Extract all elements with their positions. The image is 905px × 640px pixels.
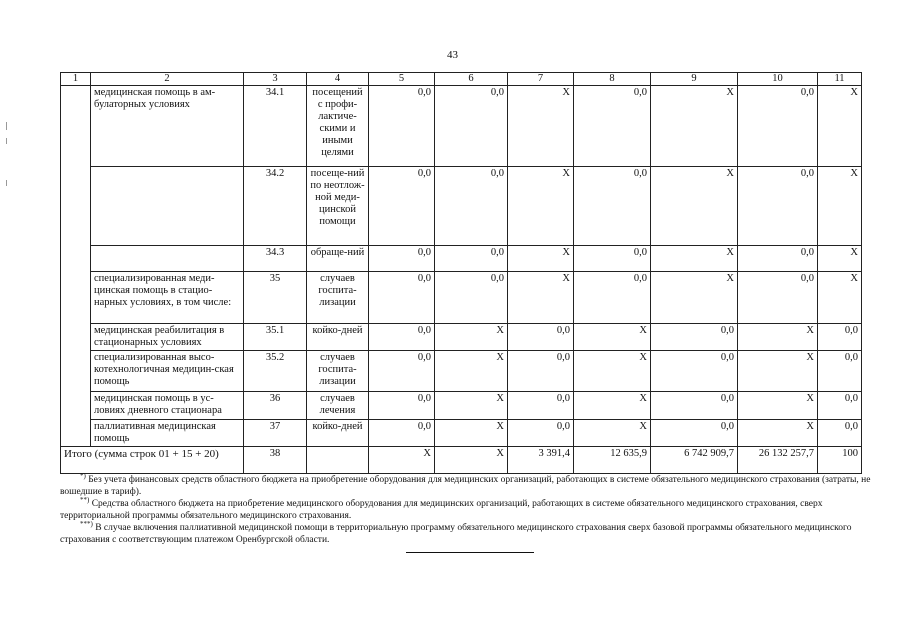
total-row [61,447,862,474]
value-cell: 0,0 [818,392,862,420]
blank-cell [61,246,91,272]
footnote-mark: ***) [80,519,93,528]
value-cell: 0,0 [508,324,574,351]
value-cell: X [574,351,651,392]
total-label: Итого (сумма строк 01 + 15 + 20) [61,447,244,474]
table-row [61,86,862,167]
closing-rule [406,552,534,553]
blank-cell [61,86,91,167]
header-cell: 8 [574,73,651,86]
value-cell: 0,0 [574,167,651,246]
value-cell: 0,0 [574,86,651,167]
header-cell: 4 [307,73,369,86]
value-cell: 0,0 [651,351,738,392]
margin-mark [6,138,7,144]
value-cell: 0,0 [818,420,862,447]
value-cell: 0,0 [818,324,862,351]
value-cell: 0,0 [818,351,862,392]
value-cell: 0,0 [369,272,435,324]
value-cell: 0,0 [651,324,738,351]
row-name: медицинская помощь в ам-булаторных условиях [91,86,244,167]
margin-mark [6,180,7,186]
row-name: специализированная меди-цинская помощь в стацио-нарных условиях, в том числе: [91,272,244,324]
value-cell: X [435,447,508,474]
value-cell: X [508,272,574,324]
blank-cell [61,272,91,324]
value-cell: X [435,324,508,351]
header-cell: 11 [818,73,862,86]
value-cell: X [738,324,818,351]
value-cell: X [651,272,738,324]
header-cell: 9 [651,73,738,86]
value-cell: X [818,167,862,246]
table-row [61,167,862,246]
row-code: 35.1 [244,324,307,351]
value-cell: X [574,392,651,420]
value-cell: 0,0 [369,86,435,167]
footnotes [60,471,892,546]
value-cell: 0,0 [435,272,508,324]
value-cell: X [651,246,738,272]
row-name: медицинская помощь в ус-ловиях дневного стационара [91,392,244,420]
margin-mark [6,122,7,130]
value-cell: 26 132 257,7 [738,447,818,474]
blank-cell [61,324,91,351]
table-row [61,324,862,351]
value-cell: 0,0 [369,246,435,272]
value-cell: 0,0 [738,86,818,167]
blank-cell [61,392,91,420]
row-unit: обраще-ний [307,246,369,272]
value-cell: 0,0 [508,351,574,392]
value-cell: 100 [818,447,862,474]
value-cell: X [574,420,651,447]
row-unit: койко-дней [307,324,369,351]
row-unit: посеще-ний по неотлож-ной меди-цинской помощи [307,167,369,246]
value-cell: 0,0 [369,392,435,420]
table-row [61,272,862,324]
value-cell: X [508,167,574,246]
value-cell: 0,0 [574,246,651,272]
value-cell: 0,0 [651,392,738,420]
row-code: 35 [244,272,307,324]
value-cell: 0,0 [508,420,574,447]
value-cell: 0,0 [738,167,818,246]
value-cell: X [369,447,435,474]
blank-cell [61,167,91,246]
footnote [60,495,892,522]
value-cell: X [818,86,862,167]
value-cell: X [738,392,818,420]
row-unit: койко-дней [307,420,369,447]
value-cell: 6 742 909,7 [651,447,738,474]
header-cell: 5 [369,73,435,86]
value-cell: X [435,351,508,392]
row-unit [307,447,369,474]
value-cell: 0,0 [738,272,818,324]
row-name [91,246,244,272]
footnote-mark: **) [80,495,90,504]
header-cell: 2 [91,73,244,86]
value-cell: X [651,86,738,167]
value-cell: X [818,272,862,324]
row-unit: случаев госпита-лизации [307,272,369,324]
page-number: 43 [447,49,458,61]
value-cell: X [818,246,862,272]
value-cell: 0,0 [435,246,508,272]
value-cell: 0,0 [651,420,738,447]
value-cell: 12 635,9 [574,447,651,474]
row-code: 34.1 [244,86,307,167]
data-table [60,72,862,474]
row-code: 38 [244,447,307,474]
table-row [61,392,862,420]
value-cell: 3 391,4 [508,447,574,474]
row-unit: случаев госпита-лизации [307,351,369,392]
value-cell: X [651,167,738,246]
row-name [91,167,244,246]
blank-cell [61,351,91,392]
value-cell: X [738,351,818,392]
row-code: 34.2 [244,167,307,246]
row-name: паллиативная медицинская помощь [91,420,244,447]
header-cell: 7 [508,73,574,86]
footnote [60,519,892,546]
value-cell: 0,0 [369,351,435,392]
blank-cell [61,420,91,447]
value-cell: X [574,324,651,351]
value-cell: 0,0 [574,272,651,324]
table-row [61,246,862,272]
value-cell: 0,0 [369,167,435,246]
footnote [60,471,892,498]
header-cell: 6 [435,73,508,86]
value-cell: 0,0 [369,420,435,447]
footnote-text: Средства областного бюджета на приобретение медицинского оборудования для медицинских организаций, работающих в системе обязательного медицинского страхования, сверх территориальной программы обязательного медицинского страхования. [60,499,823,521]
row-name: специализированная высо-котехнологичная медицин-ская помощь [91,351,244,392]
row-code: 37 [244,420,307,447]
value-cell: 0,0 [435,167,508,246]
value-cell: 0,0 [738,246,818,272]
table-row [61,351,862,392]
row-code: 35.2 [244,351,307,392]
footnote-text: Без учета финансовых средств областного бюджета на приобретение оборудования для медицинских организаций, работающих в системе обязательного медицинского страхования (затраты, не вошедшие в тариф). [60,475,871,497]
footnote-mark: *) [80,471,86,480]
footnote-text: В случае включения паллиативной медицинской помощи в территориальную программу обязательного медицинского страхования сверх базовой программы обязательного медицинского страхования с соответствующим платежом Оренбургской области. [60,523,852,545]
header-cell: 1 [61,73,91,86]
value-cell: 0,0 [508,392,574,420]
value-cell: X [508,246,574,272]
value-cell: X [508,86,574,167]
row-code: 34.3 [244,246,307,272]
value-cell: X [738,420,818,447]
header-row [61,73,862,86]
row-name: медицинская реабилитация в стационарных условиях [91,324,244,351]
row-code: 36 [244,392,307,420]
header-cell: 3 [244,73,307,86]
value-cell: 0,0 [435,86,508,167]
row-unit: случаев лечения [307,392,369,420]
value-cell: X [435,392,508,420]
header-cell: 10 [738,73,818,86]
row-unit: посещений с профи-лактиче-скими и иными целями [307,86,369,167]
value-cell: X [435,420,508,447]
table-row [61,420,862,447]
value-cell: 0,0 [369,324,435,351]
